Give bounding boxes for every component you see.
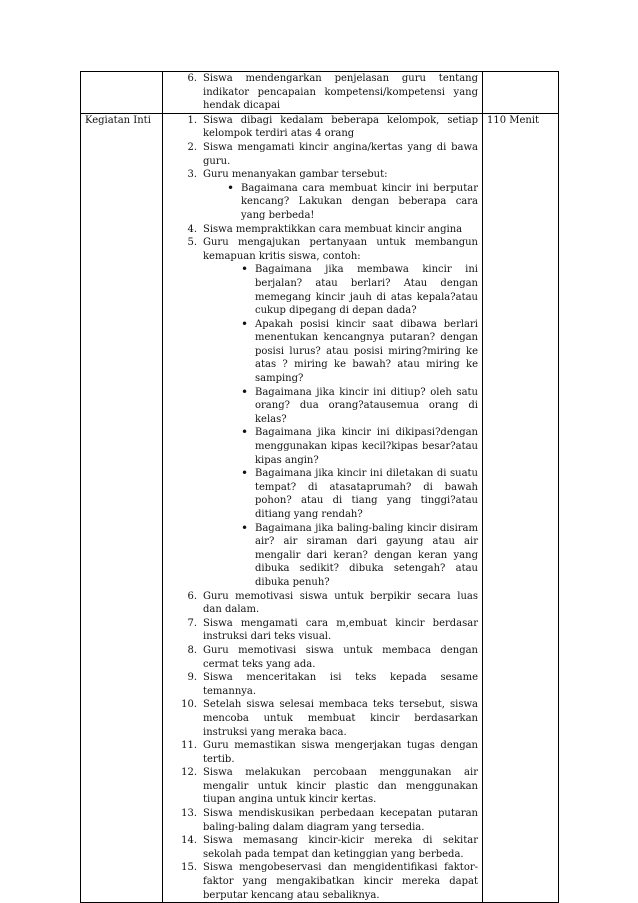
item-text: Guru mengajukan pertanyaan untuk membangun kemapuan kritis siswa, contoh: <box>203 237 478 262</box>
item-text: Guru memotivasi siswa untuk membaca dengan cermat teks yang ada. <box>203 644 478 670</box>
list-item <box>167 739 478 766</box>
list-item <box>167 114 478 141</box>
item-text: Siswa mengobeservasi dan mengidentifikasi faktor-faktor yang mengakibatkan kincir mereka dapat berputar kencang atau sebaliknya. <box>203 862 478 901</box>
item-number: 14. <box>181 835 197 847</box>
item-number: 9. <box>187 672 197 684</box>
item-text: Siswa menceritakan isi teks kepada sesame temannya. <box>203 672 478 697</box>
item-number: 2. <box>187 141 197 153</box>
item-text: Siswa dibagi kedalam beberapa kelompok, setiap kelompok terdiri atas 4 orang <box>203 114 478 140</box>
activity-cell <box>163 113 483 902</box>
list-item <box>167 223 478 237</box>
list-item <box>167 861 478 902</box>
table-row <box>81 72 559 114</box>
item-text: Siswa mempraktikkan cara membuat kincir angina <box>203 223 463 235</box>
item-number: 7. <box>187 617 197 629</box>
item-number: 3. <box>187 169 197 181</box>
table-row <box>81 113 559 902</box>
item-number: 12. <box>181 767 197 779</box>
item-number: 5. <box>187 237 197 249</box>
bullet-list <box>203 182 478 223</box>
list-item <box>167 72 478 113</box>
item-text: Siswa memasang kincir-kicir mereka di sekitar sekolah pada tempat dan ketinggian yang berbeda. <box>203 835 478 860</box>
bullet-item: • Bagaimana jika kincir ini ditiup? oleh satu orang? dua orang?atausemua orang di kelas? <box>203 386 478 427</box>
item-text: Siswa melakukan percobaan menggunakan air mengalir untuk kincir plastic dan menggunakan tiupan angina untuk kincir kertas. <box>203 767 478 806</box>
list-item <box>167 766 478 807</box>
list-item <box>167 644 478 671</box>
item-number: 1. <box>187 114 197 126</box>
list-item <box>167 141 478 168</box>
item-text: Guru memastikan siswa mengerjakan tugas dengan tertib. <box>203 740 478 765</box>
item-number: 8. <box>187 644 197 656</box>
list-item <box>167 834 478 861</box>
duration-cell: 110 Menit <box>483 113 559 902</box>
item-number: 15. <box>181 862 197 874</box>
activity-list <box>167 114 478 902</box>
bullet-item: • Bagaimana jika membawa kincir ini berjalan? atau berlari? Atau dengan memegang kincir jauh di atas kepala?atau cukup dipegang di depan dada? <box>203 263 478 317</box>
list-item <box>167 590 478 617</box>
lesson-plan-table <box>80 71 559 903</box>
list-item <box>167 671 478 698</box>
item-text: Siswa mendiskusikan perbedaan kecepatan putaran baling-baling dalam diagram yang tersedia. <box>203 808 478 833</box>
item-text: Siswa mengamati cara m,embuat kincir berdasar instruksi dari teks visual. <box>203 617 478 643</box>
item-number: 4. <box>187 223 197 235</box>
item-number: 11. <box>181 740 197 752</box>
list-item <box>167 807 478 834</box>
empty-cell <box>483 72 559 114</box>
empty-cell <box>81 72 163 114</box>
bullet-item: • Bagaimana jika kincir ini dikipasi?dengan menggunakan kipas kecil?kipas besar?atau kipas angin? <box>203 426 478 467</box>
item-text: Guru memotivasi siswa untuk berpikir secara luas dan dalam. <box>203 590 478 616</box>
bullet-list <box>203 263 478 589</box>
item-number: 6. <box>187 590 197 602</box>
phase-label: Kegiatan Inti <box>81 113 163 902</box>
list-item <box>167 236 478 589</box>
bullet-item: • Bagaimana jika baling-baling kincir disiram air? air siraman dari gayung atau air mengalir dari keran? dengan keran yang dibuka sedikit? dibuka setengah? atau dibuka penuh? <box>203 522 478 590</box>
bullet-item: • Bagaimana cara membuat kincir ini berputar kencang? Lakukan dengan beberapa cara yang berbeda! <box>203 182 478 223</box>
item-number: 6. <box>187 73 197 84</box>
list-item <box>167 617 478 644</box>
item-text: Siswa mendengarkan penjelasan guru tentang indikator pencapaian kompetensi/kompetensi yang hendak dicapai <box>203 73 478 112</box>
activity-cell <box>163 72 483 114</box>
item-number: 10. <box>181 699 197 711</box>
item-text: Guru menanyakan gambar tersebut: <box>203 169 388 181</box>
bullet-item: • Bagaimana jika kincir ini diletakan di suatu tempat? di atasataprumah? di bawah pohon? atau di tiang yang tinggi?atau ditiang yang rendah? <box>203 467 478 521</box>
item-text: Siswa mengamati kincir angina/kertas yang di bawa guru. <box>203 141 478 167</box>
item-text: Setelah siswa selesai membaca teks tersebut, siswa mencoba untuk membuat kincir berdasarkan instruksi yang meraka baca. <box>203 699 478 738</box>
list-item <box>167 698 478 739</box>
activity-list <box>167 72 478 113</box>
list-item <box>167 168 478 222</box>
bullet-item: • Apakah posisi kincir saat dibawa berlari menentukan kencangnya putaran? dengan posisi lurus? atau posisi miring?miring ke atas ? miring ke bawah? atau miring ke samping? <box>203 318 478 386</box>
item-number: 13. <box>181 808 197 820</box>
